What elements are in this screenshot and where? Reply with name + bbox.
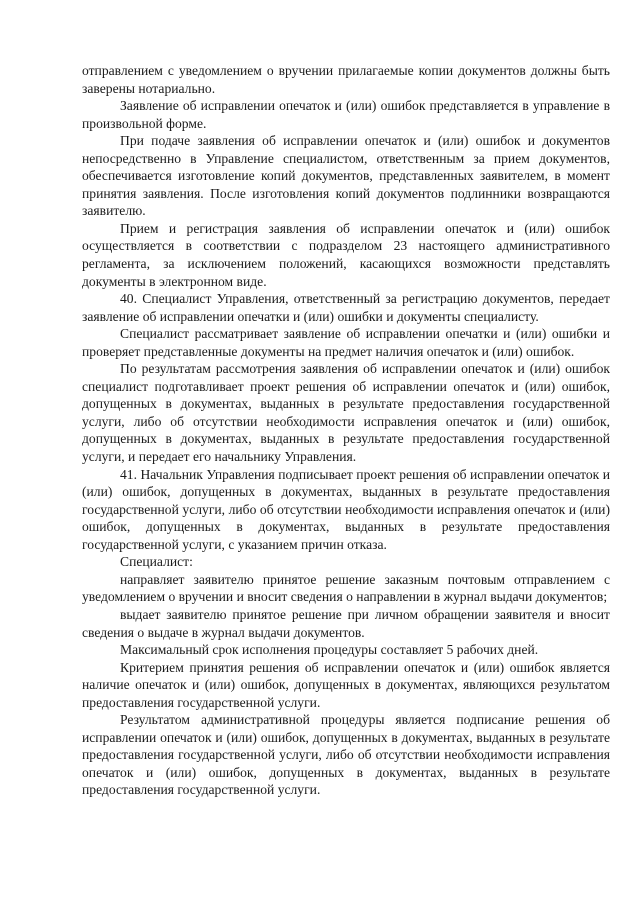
- paragraph-specialist: Специалист:: [120, 554, 193, 570]
- paragraph-review-results: По результатам рассмотрения заявления об исправлении опечаток и (или) ошибок специалист подготавливает проект решения об исправлении опечаток и (или) ошибок, допущенных в документах, выданных в результате предоставления государственной услуги, либо об отсутствии необходимости исправления опечаток и (или) ошибок, допущенных в документах, выданных в результате предоставления государственной услуги, и передает его начальнику Управления.: [82, 361, 610, 465]
- paragraph-application-form: Заявление об исправлении опечаток и (или) ошибок представляется в управление в произвольной форме.: [82, 98, 610, 131]
- paragraph-item-41: 41. Начальник Управления подписывает проект решения об исправлении опечаток и (или) ошибок, допущенных в документах, выданных в результате предоставления государственной услуги, либо об отсутствии необходимости исправления опечаток и (или) ошибок, допущенных в документах, выданных в результате предоставления государственной услуги, с указанием причин отказа.: [82, 466, 610, 552]
- document-body: [82, 62, 610, 799]
- paragraph-submission: При подаче заявления об исправлении опечаток и (или) ошибок и документов непосредственно в Управление специалистом, ответственным за прием документов, обеспечивается изготовление копий документов, представленных заявителем, в момент принятия заявления. После изготовления копий документов подлинники возвращаются заявителю.: [82, 133, 610, 219]
- paragraph-sends-by-mail: направляет заявителю принятое решение заказным почтовым отправлением с уведомлением о вручении и вносит сведения о направлении в журнал выдачи документов;: [82, 571, 610, 605]
- paragraph-decision-criterion: Критерием принятия решения об исправлении опечаток и (или) ошибок является наличие опечаток и (или) ошибок, допущенных в документах, являющихся результатом предоставления государственной услуги.: [82, 659, 610, 710]
- paragraph-continuation: отправлением с уведомлением о вручении прилагаемые копии документов должны быть заверены нотариально.: [82, 63, 610, 96]
- paragraph-registration: Прием и регистрация заявления об исправлении опечаток и (или) ошибок осуществляется в соответствии с подразделом 23 настоящего административного регламента, за исключением положений, касающихся возможности представлять документы в электронном виде.: [82, 220, 610, 289]
- paragraph-issues-in-person: выдает заявителю принятое решение при личном обращении заявителя и вносит сведения о выдаче в журнал выдачи документов.: [82, 606, 610, 640]
- paragraph-procedure-result: Результатом административной процедуры является подписание решения об исправлении опечаток и (или) ошибок, допущенных в документах, выданных в результате предоставления государственной услуги, либо об отсутствии необходимости исправления опечаток и (или) ошибок, допущенных в документах, выданных в результате предоставления государственной услуги.: [82, 712, 610, 798]
- paragraph-review: Специалист рассматривает заявление об исправлении опечатки и (или) ошибки и проверяет представленные документы на предмет наличия опечаток и (или) ошибок.: [82, 326, 610, 359]
- paragraph-max-duration: Максимальный срок исполнения процедуры составляет 5 рабочих дней.: [120, 642, 539, 658]
- paragraph-item-40: 40. Специалист Управления, ответственный за регистрацию документов, передает заявление об исправлении опечатки и (или) ошибки и документы специалисту.: [82, 291, 610, 324]
